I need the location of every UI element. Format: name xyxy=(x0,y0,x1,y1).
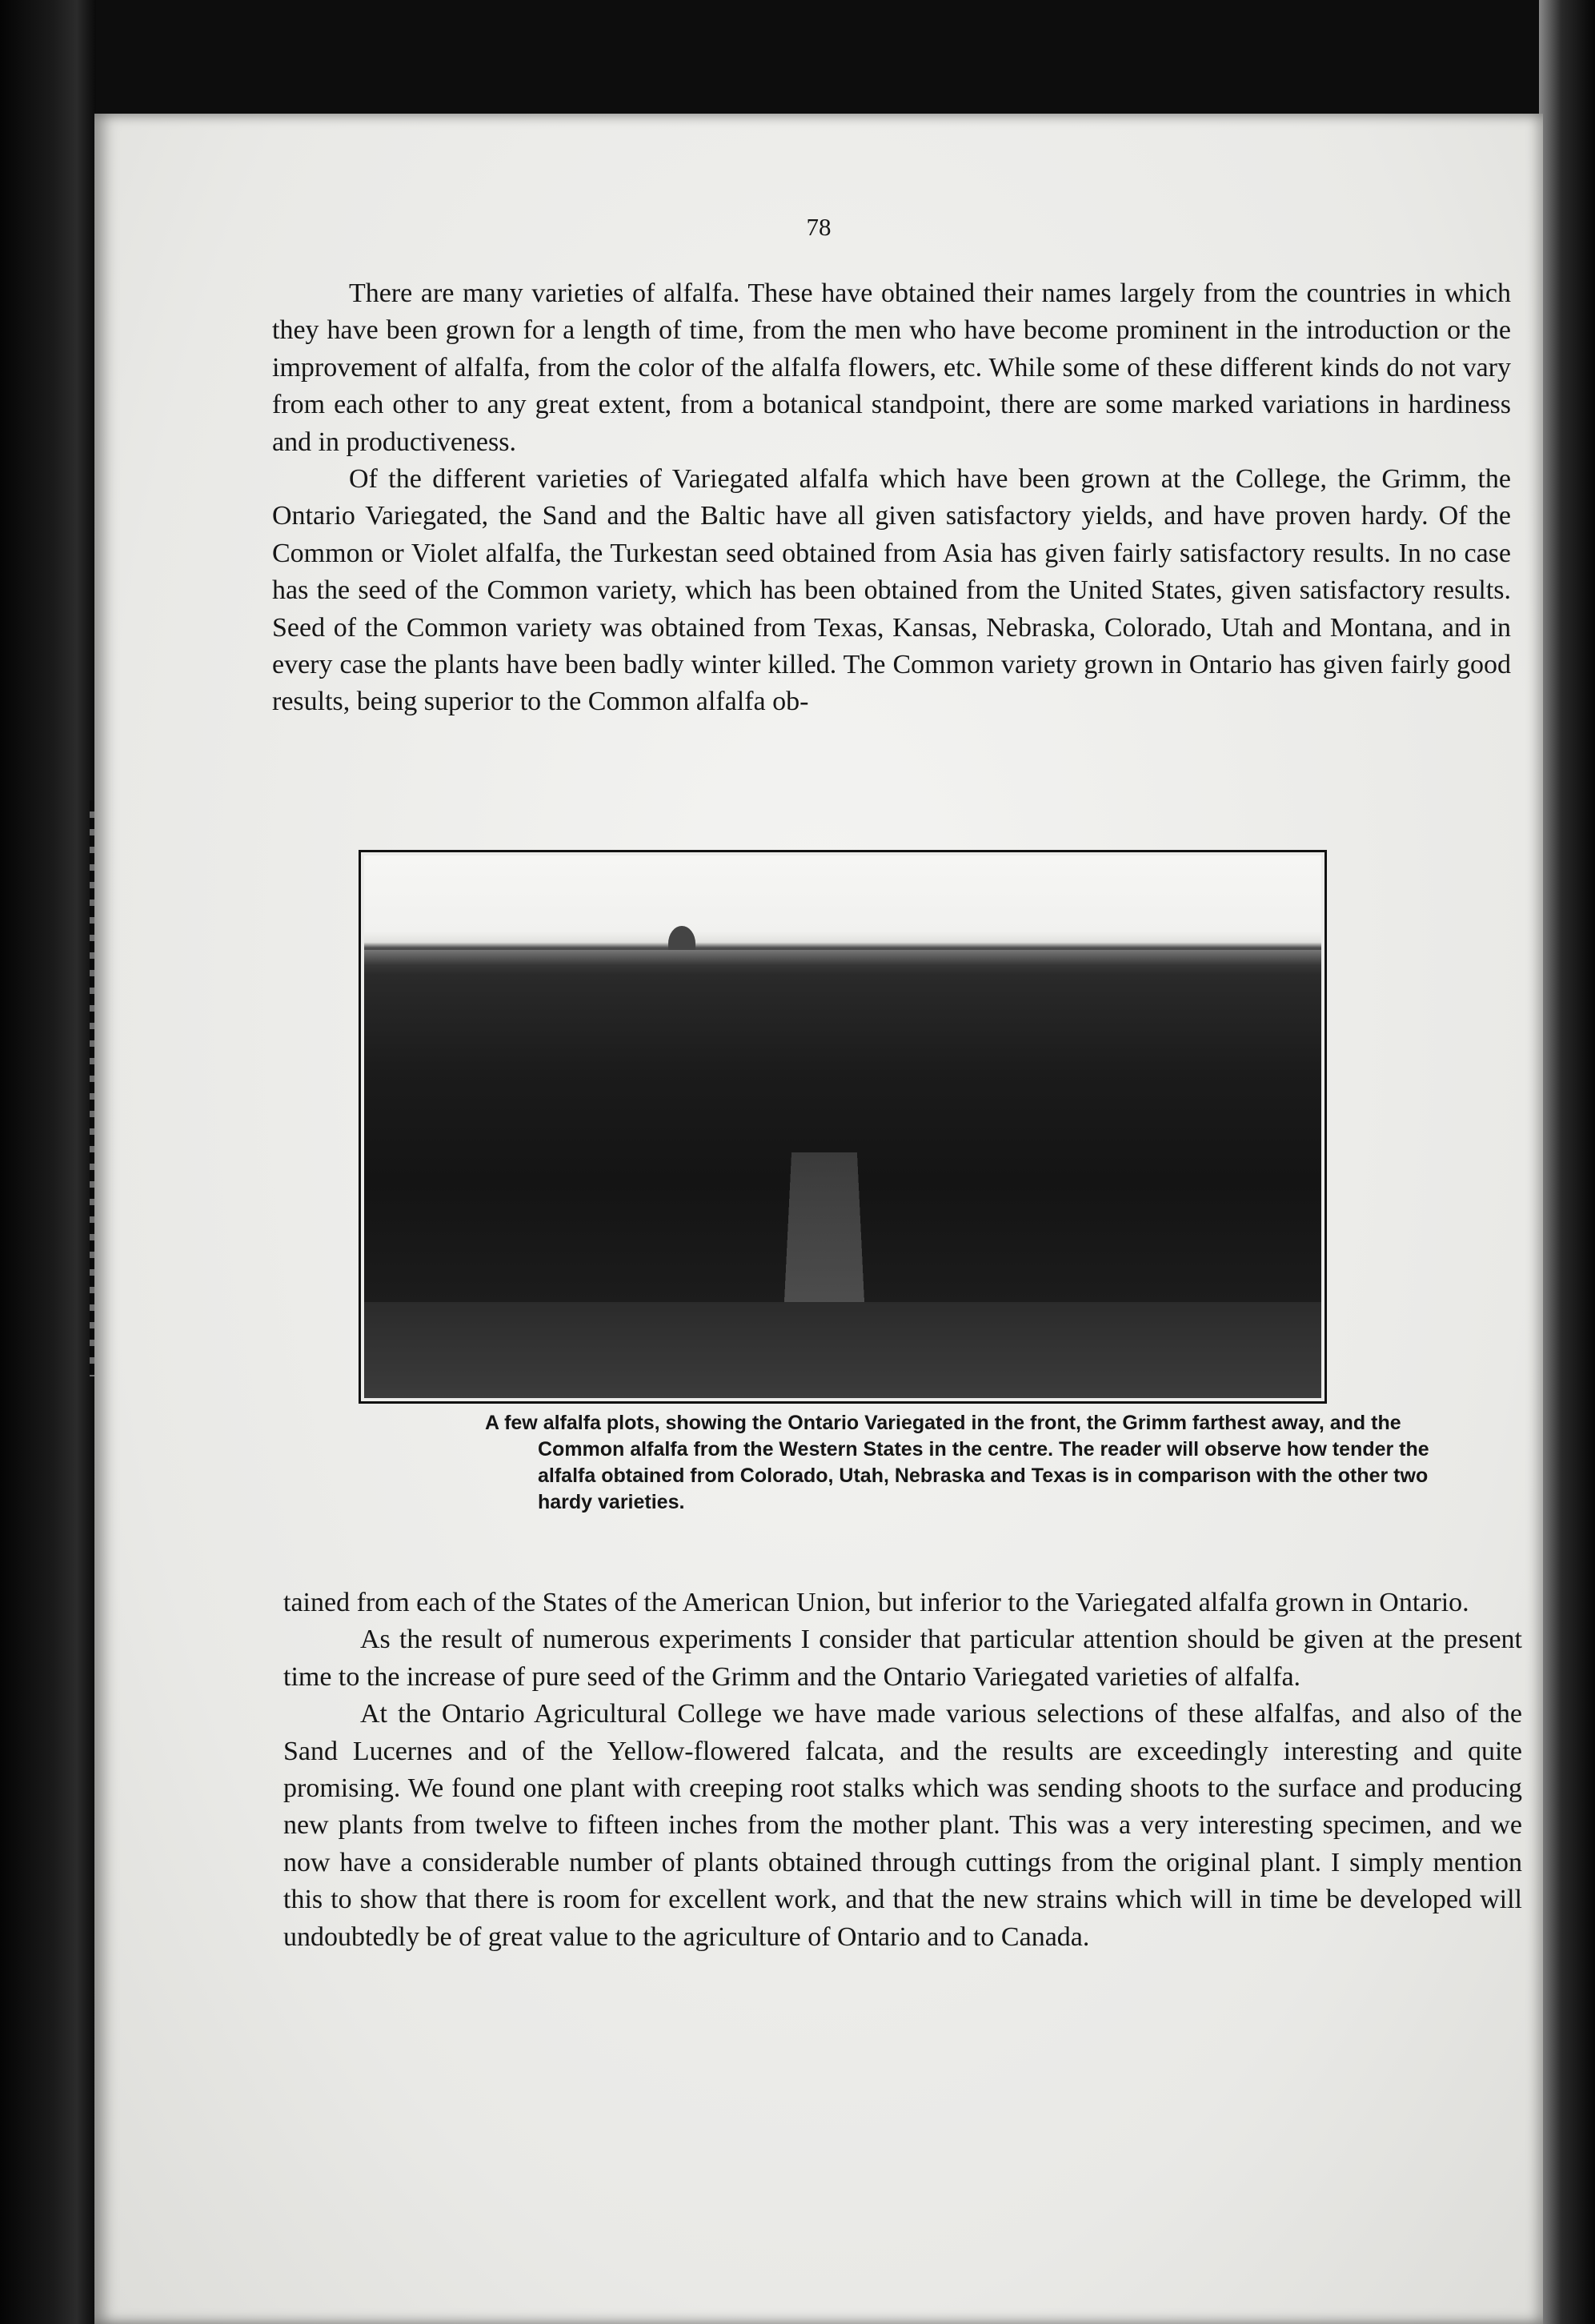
page-edge-shadow xyxy=(1539,0,1595,2324)
paragraph-varieties: There are many varieties of alfalfa. These have obtained their names largely from the countries in which they have been grown for a length of time, from the men who have become prominent in the introduction or the improvement of alfalfa, from the color of the alfalfa flowers, etc. While some of these different kinds do not vary from each other to any great extent, from a botanical standpoint, there are some marked variations in hardiness and in productiveness. xyxy=(272,278,1511,457)
book-page xyxy=(94,114,1543,2324)
paragraph-variegated: Of the different varieties of Variegated alfalfa which have been grown at the College, the Grimm, the Ontario Variegated, the Sand and the Baltic have all given satisfactory yields, and have proven hardy. Of the Common or Violet alfalfa, the Turkestan seed obtained from Asia has given fairly satisfactory results. In no case has the seed of the Common variety, which has been obtained from the United States, given satisfactory results. Seed of the Common variety was obtained from Texas, Kansas, Nebraska, Colorado, Utah and Montana, and in every case the plants have been badly winter killed. The Common variety grown in Ontario has given fairly good results, being superior to the Common alfalfa ob- xyxy=(272,464,1511,717)
alfalfa-plots-photo xyxy=(364,855,1321,1398)
photo-horizon xyxy=(364,950,1321,966)
paragraph-selections: At the Ontario Agricultural College we have made various selections of these alfalfas, and also of the Sand Lucernes and of the Yellow-flowered falcata, and the results are exceedingly interesting and quite promising. We found one plant with creeping root stalks which was sending shoots to the surface and producing new plants from twelve to fifteen inches from the mother plant. This was a very interesting specimen, and we now have a considerable number of plants obtained through cuttings from the original plant. I simply mention this to show that there is room for excellent work, and that the new strains which will in time be developed will undoubtedly be of great value to the agriculture of Ontario and to Canada. xyxy=(283,1699,1522,1952)
text-block-bottom xyxy=(283,1585,1522,1956)
paragraph-continuation: tained from each of the States of the American Union, but inferior to the Variegated alfalfa grown in Ontario. xyxy=(283,1588,1469,1617)
text-block-top xyxy=(272,275,1511,721)
figure-caption: A few alfalfa plots, showing the Ontario Variegated in the front, the Grimm farthest away, and the Common alfalfa from the Western States in the centre. The reader will observe how tender the alfalfa obtained from Colorado, Utah, Nebraska and Texas is in comparison with the other two hardy varieties. xyxy=(485,1412,1429,1513)
photo-ground xyxy=(364,1302,1321,1398)
paragraph-experiments: As the result of numerous experiments I consider that particular attention should be given at the present time to the increase of pure seed of the Grimm and the Ontario Variegated varieties of alfalfa. xyxy=(283,1625,1522,1692)
book-binding xyxy=(0,0,96,2324)
figure-photo-frame xyxy=(359,850,1327,1404)
page-number: 78 xyxy=(806,213,832,241)
